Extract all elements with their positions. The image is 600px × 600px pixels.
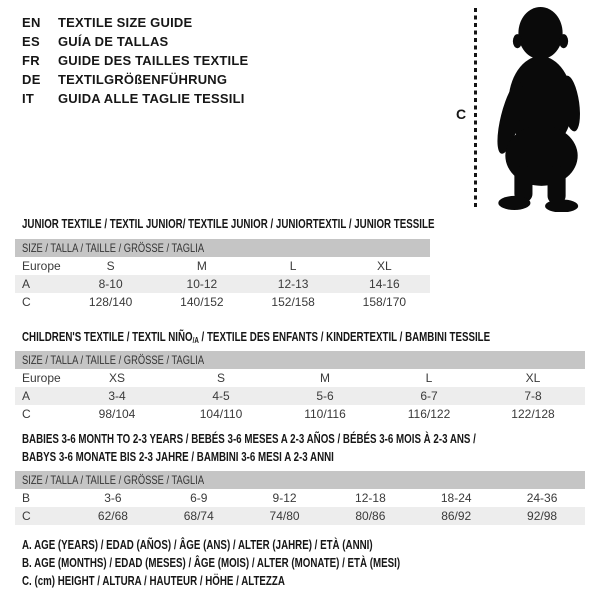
height-cell: 110/116	[304, 407, 346, 421]
note-text: C. (cm) HEIGHT / ALTURA / HAUTEUR / HÖHE / ALTEZZA	[22, 574, 285, 588]
language-code: FR	[22, 53, 40, 68]
language-row-es	[22, 32, 248, 51]
language-title: TEXTILE SIZE GUIDE	[58, 15, 193, 30]
height-cell: 158/170	[362, 295, 407, 309]
size-header-bar	[15, 239, 430, 257]
height-cell: 74/80	[269, 509, 300, 523]
height-cell: 92/98	[527, 509, 558, 523]
babies-table-title	[22, 430, 600, 466]
toddler-silhouette	[486, 5, 592, 212]
row-label: Europe	[22, 259, 61, 273]
junior-size-table	[15, 239, 430, 311]
language-title: GUIDE DES TAILLES TEXTILE	[58, 53, 249, 68]
age-cell: 6-9	[190, 491, 208, 505]
language-title: TEXTILGRÖßENFÜHRUNG	[58, 72, 228, 87]
age-cell: 5-6	[316, 389, 334, 403]
legend-notes	[22, 536, 507, 590]
babies-title-line1: BABIES 3-6 MONTH TO 2-3 YEARS / BEBÉS 3-6 MESES A 2-3 AÑOS / BÉBÉS 3-6 MOIS À 2-3 ANS /	[22, 432, 476, 446]
row-label: C	[22, 407, 31, 421]
note-age-months	[22, 554, 507, 572]
height-cell: 68/74	[183, 509, 214, 523]
language-title-list	[22, 13, 248, 108]
language-code: ES	[22, 34, 40, 49]
size-header-text: SIZE / TALLA / TAILLE / GRÖSSE / TAGLIA	[22, 473, 205, 487]
height-measure-dashed-line	[474, 8, 477, 209]
table-row	[15, 387, 585, 405]
children-table-title	[22, 328, 600, 350]
height-cell: 128/140	[88, 295, 133, 309]
height-cell: 152/158	[271, 295, 315, 309]
table-row	[15, 293, 430, 311]
junior-table-title	[22, 215, 551, 233]
age-cell: 3-4	[108, 389, 126, 403]
language-title: GUÍA DE TALLAS	[58, 34, 169, 49]
language-row-fr	[22, 51, 248, 70]
babies-title-line2: BABYS 3-6 MONATE BIS 2-3 JAHRE / BAMBINI 3-6 MESI A 2-3 ANNI	[22, 450, 334, 464]
language-row-it	[22, 89, 248, 108]
children-table-title-text	[22, 328, 490, 350]
age-cell: 12-18	[355, 491, 386, 505]
height-cell: 98/104	[98, 407, 136, 421]
row-label: C	[22, 295, 31, 309]
age-cell: 18-24	[440, 491, 472, 505]
height-cell: 104/110	[199, 407, 243, 421]
size-cell: XL	[525, 371, 541, 385]
age-cell: 9-12	[272, 491, 297, 505]
size-cell: L	[289, 259, 297, 273]
language-row-de	[22, 70, 248, 89]
language-code: DE	[22, 72, 41, 87]
table-row	[15, 275, 430, 293]
size-cell: M	[320, 371, 330, 385]
children-title-suffix: / TEXTILE DES ENFANTS / KINDERTEXTIL / BAMBINI TESSILE	[198, 330, 491, 344]
note-height-cm	[22, 572, 507, 590]
age-cell: 14-16	[369, 277, 400, 291]
note-age-years	[22, 536, 507, 554]
children-size-table	[15, 351, 585, 423]
height-cell: 80/86	[355, 509, 386, 523]
row-label: Europe	[22, 371, 61, 385]
height-cell: 86/92	[441, 509, 472, 523]
age-cell: 12-13	[277, 277, 309, 291]
size-header-text: SIZE / TALLA / TAILLE / GRÖSSE / TAGLIA	[22, 241, 205, 255]
note-text: B. AGE (MONTHS) / EDAD (MESES) / ÂGE (MOIS) / ALTER (MONATE) / ETÀ (MESI)	[22, 556, 401, 570]
age-cell: 3-6	[104, 491, 122, 505]
height-cell: 62/68	[97, 509, 128, 523]
size-cell: XL	[377, 259, 392, 273]
table-row	[15, 489, 585, 507]
language-code: IT	[22, 91, 35, 106]
size-cell: S	[216, 371, 225, 385]
height-cell: 140/152	[180, 295, 224, 309]
size-header-bar	[15, 471, 585, 489]
age-cell: 24-36	[526, 491, 558, 505]
size-cell: S	[106, 259, 115, 273]
junior-table-title-text: JUNIOR TEXTILE / TEXTIL JUNIOR/ TEXTILE JUNIOR / JUNIORTEXTIL / JUNIOR TESSILE	[22, 217, 435, 231]
height-cell: 122/128	[511, 407, 555, 421]
babies-size-table	[15, 471, 585, 525]
children-title-prefix: CHILDREN'S TEXTILE / TEXTIL NIÑO	[22, 330, 193, 344]
age-cell: 6-7	[420, 389, 438, 403]
row-label: B	[22, 491, 31, 505]
size-header-bar	[15, 351, 585, 369]
row-label: A	[22, 389, 31, 403]
row-label: A	[22, 277, 31, 291]
table-row	[15, 369, 585, 387]
language-row-en	[22, 13, 248, 32]
table-row	[15, 507, 585, 525]
children-title-subscript: /A	[192, 336, 199, 345]
size-cell: XS	[108, 371, 125, 385]
height-cell: 116/122	[407, 407, 451, 421]
age-cell: 4-5	[212, 389, 230, 403]
language-code: EN	[22, 15, 41, 30]
age-cell: 10-12	[186, 277, 218, 291]
table-row	[15, 405, 585, 423]
size-cell: L	[425, 371, 433, 385]
table-row	[15, 257, 430, 275]
note-text: A. AGE (YEARS) / EDAD (AÑOS) / ÂGE (ANS) / ALTER (JAHRE) / ETÀ (ANNI)	[22, 538, 373, 552]
height-label: C	[456, 106, 467, 122]
size-header-text: SIZE / TALLA / TAILLE / GRÖSSE / TAGLIA	[22, 353, 205, 367]
language-title: GUIDA ALLE TAGLIE TESSILI	[58, 91, 245, 106]
row-label: C	[22, 509, 31, 523]
age-cell: 7-8	[524, 389, 542, 403]
age-cell: 8-10	[98, 277, 123, 291]
size-cell: M	[196, 259, 207, 273]
